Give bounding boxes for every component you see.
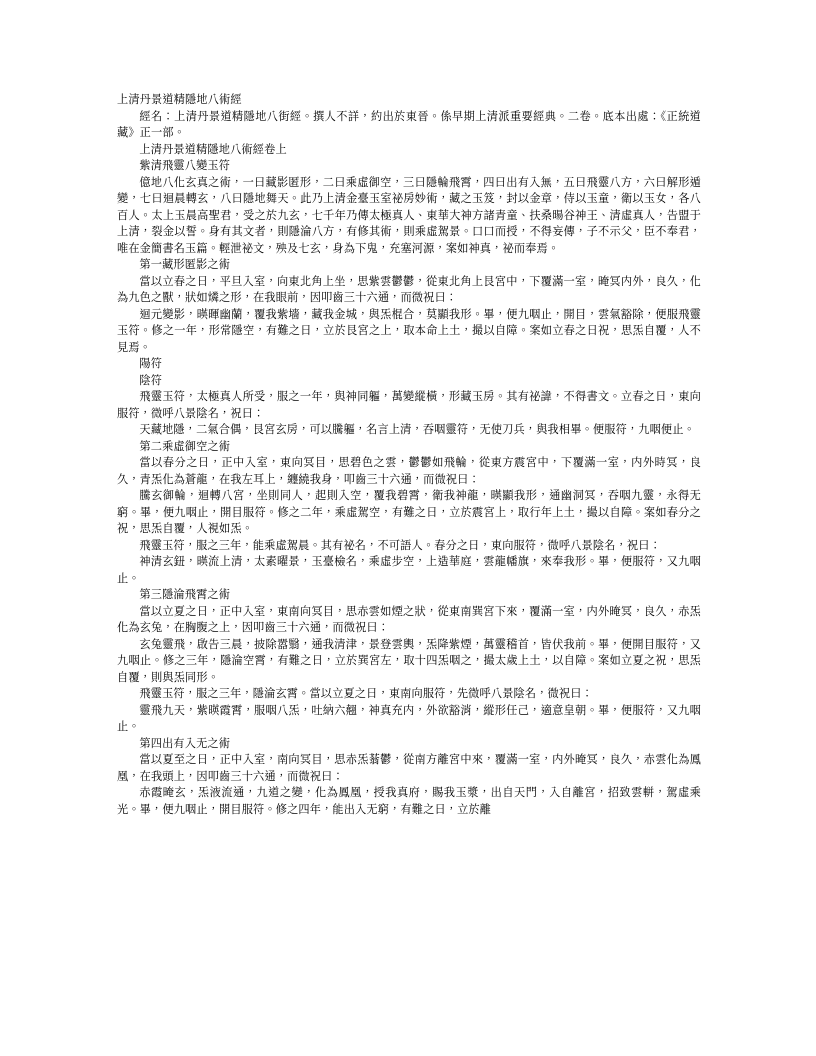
body-paragraph: 飛靈玉符，太極真人所受，服之一年，與神同軀，萬變縱橫，形藏玉房。其有祕諱，不得書文。立春之日，東向服符，微呼八景陰名，祝曰： — [117, 390, 701, 420]
body-paragraph: 赤霞晻玄，炁液流通，九道之變，化為鳳凰，授我真府，賜我玉漿，出自天門，入自離宮，招致雲軿，駕虛乘光。畢，便九咽止，開目服符。修之四年，能出入无窮，有難之日，立於離 — [117, 786, 701, 816]
body-paragraph: 當以春分之日，正中入室，東向冥目，思碧色之雲，鬱鬱如飛輪，從東方震宮中，下覆滿一室，内外時冥，良久，青炁化為蒼龍，在我左耳上，纏繞我身，叩齒三十六通，而微祝曰： — [117, 456, 701, 486]
body-paragraph: 飛靈玉符，服之三年，能乘虛駕晨。其有祕名，不可語人。春分之日，東向服符，微呼八景陰名，祝曰： — [139, 538, 661, 552]
body-paragraph: 靈飛九天，紫暎霞霄，服咽八炁，吐納六翹，神真充内，外欲豁消，縱形任己，適意皇朝。畢，便服符，又九咽止。 — [117, 703, 701, 733]
section-heading: 第四出有入无之術 — [139, 736, 231, 750]
section-heading: 第一藏形匿影之術 — [139, 258, 231, 271]
body-paragraph: 飛靈玉符，服之三年，隱淪玄霄。當以立夏之日，東南向服符，先微呼八景陰名，微祝曰： — [139, 687, 593, 700]
page-title: 上清丹景道精隱地八術經 — [117, 93, 242, 106]
body-paragraph: 天藏地隱，二氣合偶，艮宮玄房，可以騰軀，名言上清，吞咽靈符，无使刀兵，與我相畢。便服符，九咽便止。 — [139, 423, 695, 436]
section-heading: 第二乘虛御空之術 — [139, 439, 231, 453]
body-paragraph: 當以立夏之日，正中入室，東南向冥目，思赤雲如煙之狀，從東南巽宮下來，覆滿一室，内外晻冥，良久，赤炁化為玄兔，在胸腹之上，因叩齒三十六通，而微祝曰： — [117, 604, 701, 634]
body-paragraph: 騰玄御輪，迴轉八宮，坐則同人，起則入空，覆我碧霄，衛我神龍，暎顯我形，通幽洞冥，吞咽九靈，永得无窮。畢，便九咽止，開目服符。修之二年，乘虛駕空，有難之日，立於震宮上，取行年上土，撮以自障。案如春分之祝，思炁自覆，人視如炁。 — [117, 489, 701, 535]
body-paragraph: 神清玄鈕，暎流上清，太素曜景，玉臺檢名，乘虛步空，上造華庭，雲龍幡旗，來奉我形。畢，便服符，又九咽止。 — [117, 555, 701, 585]
body-paragraph: 億地八化玄真之術，一曰藏影匿形，二曰乘虛御空，三曰隱輪飛霄，四曰出有入無，五曰飛靈八方，六曰解形遁變，七曰迴晨轉玄，八曰隱地舞天。此乃上清金臺玉室祕房妙術，藏之玉笈，封以金章，侍以玉童，衛以玉女，各八百人。太上玉晨高聖君，受之於九玄，七千年乃傳太極真人、東華大神方諸青童、扶桑暘谷神王、清虛真人，告盟于上清，裂金以誓。身有其文者，則隱淪八方，有修其術，則乘虛駕景。口口而授，不得妄傳，子不示父，臣不奉君，唯在金簡書名玉篇。輕泄祕文，殃及七玄，身為下鬼，充塞河源，案如神真，祕而奉焉。 — [117, 175, 701, 255]
body-paragraph: 迴元變影，暎暉幽蘭，覆我紫墻，藏我金城，與炁棍合，莫顯我形。畢，便九咽止，開目，雲氣豁除，便服飛靈玉符。修之一年，形常隱空，有難之日，立於艮宮之上，取本命上土，撮以自障。案如立春之日祝，思炁自覆，人不見焉。 — [117, 307, 701, 354]
body-paragraph: 經名：上清丹景道精隱地八街經。撰人不詳，約出於東晉。係早期上清派重要經典。二卷。底本出處：《正統道藏》正一部。 — [117, 109, 701, 139]
charm-label: 陰符 — [139, 373, 163, 387]
body-paragraph: 當以夏至之日，正中入室，南向冥目，思赤炁蓊鬱，從南方離宮中來，覆滿一室，内外晻冥，良久，赤雲化為鳳凰，在我頭上，因叩齒三十六通，而微祝曰： — [117, 753, 701, 783]
body-paragraph: 當以立春之日，平旦入室，向東北角上坐，思紫雲鬱鬱，從東北角上艮宮中，下覆滿一室，晻冥内外，良久，化為九色之獸，狀如燐之形，在我眼前，因叩齒三十六通，而微祝曰： — [117, 274, 701, 304]
charm-label: 陽符 — [139, 357, 163, 370]
section-heading: 上清丹景道精隱地八術經卷上 — [139, 142, 287, 156]
document-text-body — [117, 92, 701, 818]
section-heading: 紫清飛靈八變玉符 — [139, 159, 231, 172]
section-heading: 第三隱淪飛霄之術 — [139, 588, 231, 601]
body-paragraph: 玄兔靈飛，啟告三晨，披除嚣翳，通我清津，景登雲輿，炁降紫煙，萬靈稽首，皆伏我前。畢，便開目服符，又九咽止。修之三年，隱淪空霄，有難之日，立於巽宮左，取十四炁咽之，撮太歲上土，以自障。案如立夏之祝，思炁自覆，則與炁同形。 — [117, 637, 701, 684]
